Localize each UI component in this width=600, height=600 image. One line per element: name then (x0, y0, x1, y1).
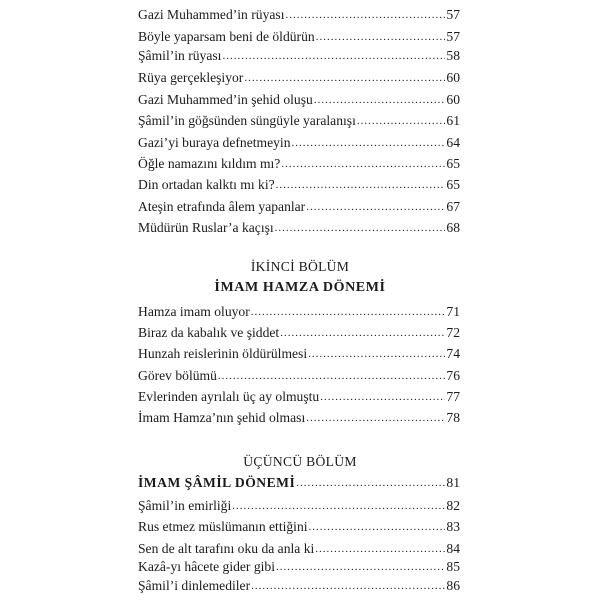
dot-leader (276, 176, 446, 194)
toc-entry (138, 112, 460, 130)
toc-entry-page: 85 (446, 559, 460, 574)
toc-entry-title: Din ortadan kalktı mı ki? (138, 177, 275, 192)
toc-entry-page: 57 (446, 29, 460, 44)
toc-entry-title: Hunzah reislerinin öldürülmesi (138, 346, 308, 361)
dot-leader (222, 47, 445, 65)
toc-entry-page: 68 (446, 220, 460, 235)
toc-entry (138, 303, 460, 321)
toc-entry-page: 57 (446, 7, 460, 22)
toc-entry-page: 60 (446, 70, 460, 85)
toc-entry-title: Biraz da kabalık ve şiddet (138, 325, 280, 340)
dot-leader (296, 474, 445, 492)
dot-leader (314, 91, 446, 109)
toc-entry-title: Gazi Muhammed’in rüyası (138, 7, 285, 22)
toc-entry-page: 60 (446, 92, 460, 107)
toc-entry (138, 558, 460, 576)
toc-entry-page: 71 (446, 304, 460, 319)
toc-entry-title: Kazâ-yı hâcete gider gibi (138, 559, 275, 574)
toc-entry-page: 76 (446, 368, 460, 383)
toc-entry-page: 82 (446, 498, 460, 513)
toc-entry-title: Hamza imam oluyor (138, 304, 250, 319)
toc-entry-title: Şâmil’in rüyası (138, 48, 222, 63)
toc-entry (138, 219, 460, 237)
dot-leader (309, 518, 446, 536)
toc-entry-title: Gazi’yi buraya defnetmeyin (138, 135, 291, 150)
toc-entry (138, 577, 460, 595)
dot-leader (244, 69, 445, 87)
toc-entry-page: 78 (446, 410, 460, 425)
toc-entry-title: Böyle yaparsam beni de öldürün (138, 29, 315, 44)
toc-entry (138, 367, 460, 385)
dot-leader (285, 6, 445, 24)
toc-entry-title: Görev bölümü (138, 368, 217, 383)
section-title: İMAM HAMZA DÖNEMİ (214, 280, 386, 295)
toc-entry (138, 155, 460, 173)
dot-leader (218, 367, 445, 385)
toc-entry-title: Sen de alt tarafını oku da anla ki (138, 541, 315, 556)
toc-entry (138, 176, 460, 194)
dot-leader (251, 577, 445, 595)
dot-leader (275, 219, 446, 237)
toc-entry-page: 65 (446, 156, 460, 171)
dot-leader (306, 198, 445, 216)
toc-entry (138, 69, 460, 87)
toc-entry (138, 47, 460, 65)
toc-entry-title: Gazi Muhammed’in şehid oluşu (138, 92, 313, 107)
toc-entry-title: Şâmil’in göğsünden süngüyle yaralanışı (138, 113, 356, 128)
toc-entry-page: 86 (446, 578, 460, 593)
toc-entry-title: Evlerinden ayrılalı üç ay olmuştu (138, 389, 320, 404)
toc-heading-entry (138, 474, 460, 492)
toc-entry (138, 345, 460, 363)
toc-entry (138, 324, 460, 342)
toc-entry-title: Şâmil’in emirliği (138, 498, 232, 513)
toc-entry-title: Rüya gerçekleşiyor (138, 70, 244, 85)
toc-entry-title: Şâmil’i dinlemediler (138, 578, 251, 593)
dot-leader (280, 324, 445, 342)
dot-leader (292, 134, 446, 152)
toc-entry-title: Öğle namazını kıldım mı? (138, 156, 281, 171)
toc-entry (138, 518, 460, 536)
section-label: ÜÇÜNCÜ BÖLÜM (243, 454, 357, 469)
toc-entry-page: 72 (446, 325, 460, 340)
dot-leader (276, 558, 445, 576)
dot-leader (308, 345, 445, 363)
dot-leader (251, 303, 446, 321)
toc-entry-page: 65 (446, 177, 460, 192)
toc-entry (138, 134, 460, 152)
toc-entry-page: 77 (446, 389, 460, 404)
dot-leader (316, 28, 446, 46)
toc-entry-page: 74 (446, 346, 460, 361)
toc-entry (138, 409, 460, 427)
toc-entry-page: 84 (446, 541, 460, 556)
toc-entry-page: 81 (446, 475, 460, 490)
dot-leader (320, 388, 445, 406)
dot-leader (357, 112, 446, 130)
dot-leader (306, 409, 445, 427)
toc-entry-page: 67 (446, 199, 460, 214)
toc-entry (138, 540, 460, 558)
toc-entry (138, 91, 460, 109)
toc-entry-page: 61 (446, 113, 460, 128)
dot-leader (315, 540, 445, 558)
section-label: İKİNCİ BÖLÜM (250, 259, 350, 274)
dot-leader (232, 497, 445, 515)
toc-entry-title: Rus etmez müslümanın ettiğini (138, 519, 308, 534)
toc-entry-title: İMAM ŞÂMİL DÖNEMİ (138, 475, 296, 490)
toc-entry (138, 6, 460, 24)
toc-entry (138, 28, 460, 46)
toc-entry-title: Ateşin etrafında âlem yapanlar (138, 199, 306, 214)
toc-entry-page: 83 (446, 519, 460, 534)
dot-leader (281, 155, 445, 173)
toc-entry-title: Müdürün Ruslar’a kaçışı (138, 220, 274, 235)
toc-entry-title: İmam Hamza’nın şehid olması (138, 410, 306, 425)
toc-entry (138, 198, 460, 216)
toc-entry-page: 64 (446, 135, 460, 150)
toc-entry (138, 388, 460, 406)
toc-entry (138, 497, 460, 515)
toc-entry-page: 58 (446, 48, 460, 63)
